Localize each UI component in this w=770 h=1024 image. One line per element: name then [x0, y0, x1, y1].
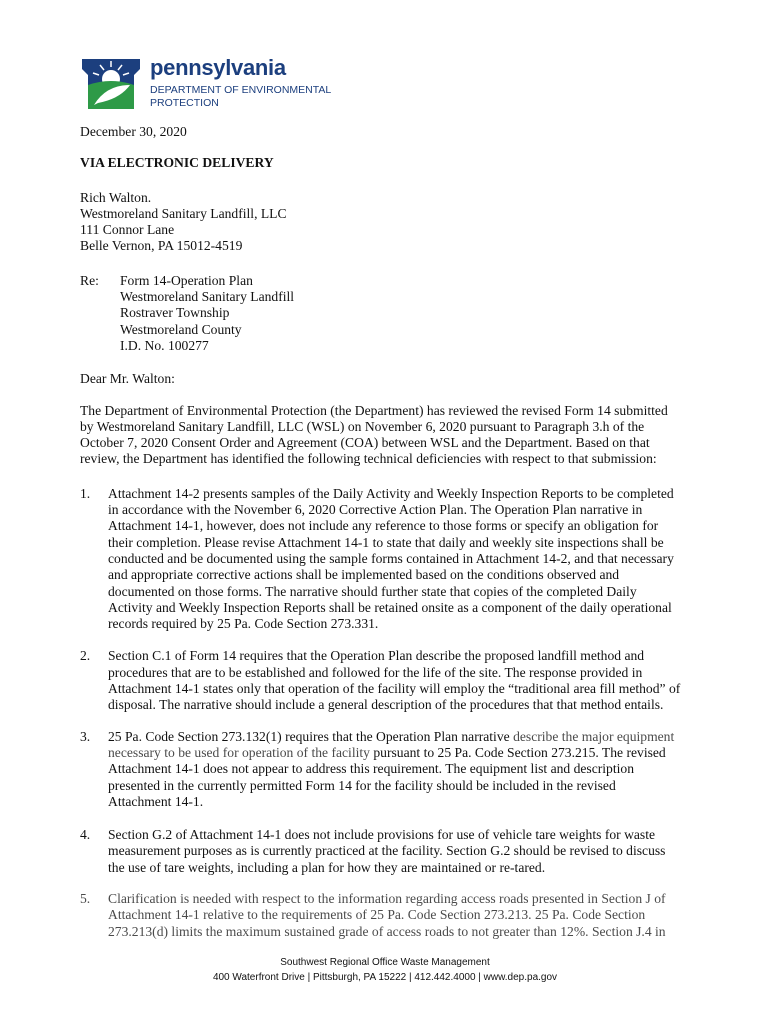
- salutation: Dear Mr. Walton:: [80, 371, 175, 387]
- text-line: Attachment 14-1 relative to the requirements of 25 Pa. Code Section 273.213. 25 Pa. Code Section: [108, 907, 646, 923]
- text-line: Form 14-Operation Plan: [120, 272, 253, 288]
- text-line: Westmoreland Sanitary Landfill: [120, 289, 295, 305]
- item-number: 1.: [80, 485, 91, 501]
- letter-date: December 30, 2020: [80, 124, 187, 139]
- logo-department-line: PROTECTION: [150, 96, 219, 109]
- footer-contact: 400 Waterfront Drive | Pittsburgh, PA 15222 | 412.442.4000 | www.dep.pa.gov: [212, 971, 558, 983]
- text-line: records required by 25 Pa. Code Section 273.331.: [108, 616, 379, 632]
- text-line: disposal. The narrative should include a general description of the procedures that that method entails.: [108, 697, 664, 713]
- footer-office: Southwest Regional Office Waste Management: [280, 956, 490, 968]
- deficiency-item: [80, 729, 690, 810]
- text-line: documented on those forms. The narrative should further state that copies of the completed Daily: [108, 583, 637, 599]
- text-line: by Westmoreland Sanitary Landfill, LLC (WSL) on November 6, 2020 pursuant to Paragraph 3.h of the: [80, 418, 645, 434]
- item-number: 2.: [80, 648, 91, 664]
- item-text: [108, 827, 665, 876]
- text-segment: 25 Pa. Code Section 273.132(1) requires that the Operation Plan narrative: [108, 728, 514, 744]
- text-line: Section G.2 of Attachment 14-1 does not include provisions for use of vehicle tare weights for waste: [108, 827, 656, 843]
- recipient-address: [80, 190, 690, 255]
- item-text: [108, 648, 680, 713]
- text-line: the use of tare weights, including a plan for how they are maintained or re-tared.: [108, 859, 546, 875]
- text-segment: necessary to be used for operation of the facility: [108, 744, 370, 760]
- text-segment: pursuant to 25 Pa. Code Section 273.215. The revised: [369, 744, 666, 760]
- text-line: Westmoreland County: [120, 321, 242, 337]
- text-line: Attachment 14-2 presents samples of the Daily Activity and Weekly Inspection Reports to be completed: [108, 485, 674, 501]
- text-line: I.D. No. 100277: [120, 337, 209, 353]
- text-segment: describe the major equipment: [513, 728, 675, 744]
- item-text: [108, 486, 674, 633]
- re-label: Re:: [80, 272, 99, 288]
- deficiency-item: [80, 827, 690, 876]
- text-line: procedures that are to be established and followed for the life of the site. The response provided in: [108, 664, 643, 680]
- text-line: Belle Vernon, PA 15012-4519: [80, 238, 243, 254]
- text-line: Attachment 14-1 does not appear to address this requirement. The equipment list and description: [108, 761, 634, 777]
- item-number: 4.: [80, 827, 91, 843]
- text-line: 111 Connor Lane: [80, 222, 175, 238]
- text-line: Rich Walton.: [80, 189, 152, 205]
- text-line: Attachment 14-1.: [108, 793, 204, 809]
- text-line: October 7, 2020 Consent Order and Agreement (COA) between WSL and the Department. Based on that: [80, 435, 650, 451]
- text-line: The Department of Environmental Protection (the Department) has reviewed the revised Form 14 submitted: [80, 402, 668, 418]
- text-line: [108, 729, 674, 745]
- re-subject: [120, 273, 294, 354]
- text-line: conducted and be documented using the sample forms contained in Attachment 14-2, and that necessary: [108, 550, 674, 566]
- text-line: in accordance with the November 6, 2020 Corrective Action Plan. The Operation Plan narrative in: [108, 502, 643, 518]
- footer: [0, 955, 770, 985]
- text-line: and appropriate corrective actions shall be implemented based on the conditions observed and: [108, 567, 620, 583]
- keystone-logo-icon: [80, 55, 142, 111]
- item-number: 5.: [80, 890, 91, 906]
- text-line: Attachment 14-1, however, does not include any reference to those forms or specify an obligation for: [108, 518, 659, 534]
- text-line: presented in the currently permitted Form 14 for the facility should be included in the revised: [108, 777, 616, 793]
- deficiency-list: [80, 486, 690, 940]
- deficiency-item: [80, 648, 690, 713]
- text-line: review, the Department has identified the following technical deficiencies with respect to that submission:: [80, 451, 657, 467]
- logo-department-line: DEPARTMENT OF ENVIRONMENTAL: [150, 84, 332, 96]
- text-line: Rostraver Township: [120, 305, 230, 321]
- text-line: 273.213(d) limits the maximum sustained grade of access roads to not greater than 12%. Section J.4 in: [108, 923, 666, 939]
- re-block: [80, 273, 690, 354]
- text-line: Attachment 14-1 states only that operation of the facility will employ the “traditional area fill method” of: [108, 681, 681, 697]
- delivery-method: VIA ELECTRONIC DELIVERY: [80, 155, 274, 171]
- logo-wordmark: pennsylvania: [150, 55, 286, 80]
- text-line: Activity and Weekly Inspection Reports shall be retained onsite as a component of the daily operational: [108, 599, 672, 615]
- item-number: 3.: [80, 728, 91, 744]
- text-line: measurement purposes as is currently practiced at the facility. Section G.2 should be revised to discuss: [108, 843, 666, 859]
- dep-logo: [80, 55, 340, 111]
- item-text: [108, 891, 666, 940]
- text-line: Clarification is needed with respect to the information regarding access roads presented in Section J of: [108, 890, 666, 906]
- item-text: [108, 729, 674, 810]
- text-line: their completion. Please revise Attachment 14-1 to state that daily and weekly site inspections shall be: [108, 534, 664, 550]
- text-line: Section C.1 of Form 14 requires that the Operation Plan describe the proposed landfill method and: [108, 648, 645, 664]
- deficiency-item: [80, 486, 690, 633]
- logo-department: [150, 84, 331, 109]
- text-line: Westmoreland Sanitary Landfill, LLC: [80, 205, 287, 221]
- text-line: [108, 745, 674, 761]
- deficiency-item: [80, 891, 690, 940]
- intro-paragraph: [80, 403, 690, 468]
